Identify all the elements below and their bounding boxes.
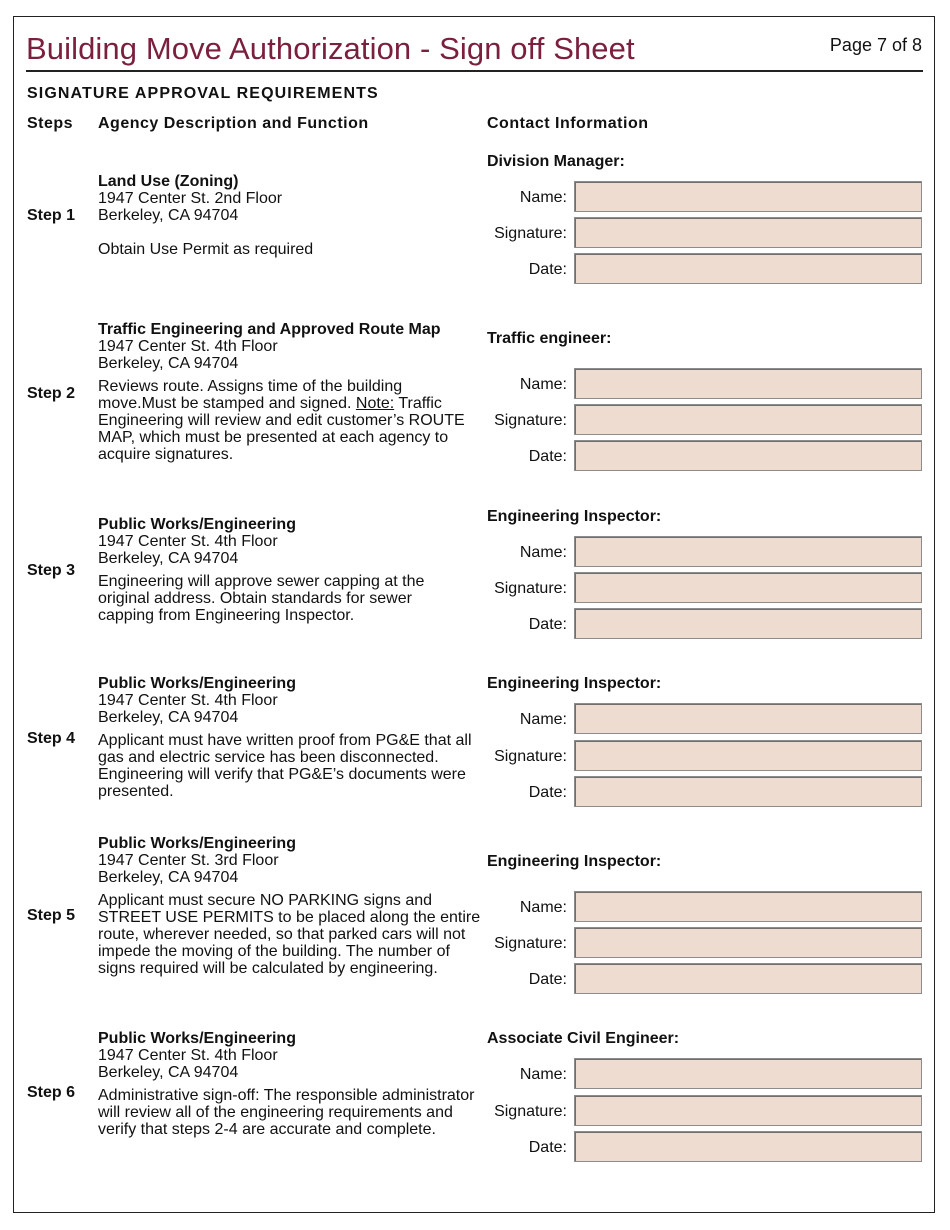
signature-row: [480, 1095, 925, 1128]
name-row: [480, 891, 925, 924]
date-label: Date:: [528, 261, 567, 278]
contact-title: Engineering Inspector:: [487, 853, 662, 870]
signature-input[interactable]: [574, 217, 922, 248]
name-input[interactable]: [574, 1058, 922, 1089]
signature-input[interactable]: [574, 1095, 922, 1126]
agency-info: [98, 1030, 490, 1138]
agency-address-line2: Berkeley, CA 94704: [98, 355, 239, 372]
name-row: [480, 1058, 925, 1091]
contact-title: Associate Civil Engineer:: [487, 1030, 680, 1047]
agency-address-line2: Berkeley, CA 94704: [98, 869, 239, 886]
description-text-continued: Traffic Engineering will review and edit customer’s ROUTE MAP, which must be presented at each agency to acquire signatures.: [98, 395, 465, 463]
date-input[interactable]: [574, 963, 922, 994]
date-label: Date:: [528, 448, 567, 465]
signature-row: [480, 572, 925, 605]
signature-label: Signature:: [494, 412, 567, 429]
signature-input[interactable]: [574, 740, 922, 771]
agency-name: Land Use (Zoning): [98, 173, 239, 190]
date-input[interactable]: [574, 1131, 922, 1162]
step-label: Step 2: [27, 385, 76, 402]
agency-description: Engineering will approve sewer capping at the original address. Obtain standards for sewer capping from Engineering Inspector.: [98, 573, 425, 624]
agency-description: Applicant must secure NO PARKING signs and STREET USE PERMITS to be placed along the entire route, wherever needed, so that parked cars will not impede the moving of the building. The number of signs required will be calculated by engineering.: [98, 892, 481, 977]
signature-input[interactable]: [574, 572, 922, 603]
date-input[interactable]: [574, 776, 922, 807]
signature-label: Signature:: [494, 935, 567, 952]
agency-address-line2: Berkeley, CA 94704: [98, 709, 239, 726]
date-row: [480, 440, 925, 473]
date-input[interactable]: [574, 608, 922, 639]
date-label: Date:: [528, 1139, 567, 1156]
date-row: [480, 608, 925, 641]
signature-label: Signature:: [494, 225, 567, 242]
name-row: [480, 703, 925, 736]
agency-name: Public Works/Engineering: [98, 516, 296, 533]
title-divider: [26, 70, 923, 72]
signature-label: Signature:: [494, 580, 567, 597]
name-label: Name:: [519, 711, 567, 728]
contact-title: Traffic engineer:: [487, 330, 612, 347]
contact-title: Engineering Inspector:: [487, 508, 662, 525]
agency-name: Traffic Engineering and Approved Route Map: [98, 321, 441, 338]
agency-address-line1: 1947 Center St. 4th Floor: [98, 533, 278, 550]
name-label: Name:: [519, 899, 567, 916]
name-label: Name:: [519, 189, 567, 206]
date-row: [480, 1131, 925, 1164]
agency-address-line2: Berkeley, CA 94704: [98, 207, 239, 224]
contact-title: Division Manager:: [487, 153, 625, 170]
agency-description: Applicant must have written proof from PG&E that all gas and electric service has been disconnected. Engineering will verify that PG&E’s documents were presented.: [98, 732, 472, 800]
signature-row: [480, 740, 925, 773]
agency-info: [98, 516, 458, 624]
date-row: [480, 776, 925, 809]
step-label: Step 3: [27, 562, 76, 579]
agency-info: [98, 675, 490, 800]
date-input[interactable]: [574, 440, 922, 471]
signature-label: Signature:: [494, 748, 567, 765]
name-input[interactable]: [574, 703, 922, 734]
agency-address-line2: Berkeley, CA 94704: [98, 550, 239, 567]
date-input[interactable]: [574, 253, 922, 284]
page-title: Building Move Authorization - Sign off Sheet: [26, 31, 635, 66]
name-row: [480, 368, 925, 401]
agency-name: Public Works/Engineering: [98, 835, 296, 852]
signature-row: [480, 927, 925, 960]
date-label: Date:: [528, 616, 567, 633]
step-label: Step 4: [27, 730, 76, 747]
column-header-steps: Steps: [27, 115, 74, 132]
name-row: [480, 536, 925, 569]
name-input[interactable]: [574, 181, 922, 212]
agency-description: Obtain Use Permit as required: [98, 241, 314, 258]
step-label: Step 5: [27, 907, 76, 924]
section-heading: SIGNATURE APPROVAL REQUIREMENTS: [27, 85, 379, 102]
name-label: Name:: [519, 376, 567, 393]
signature-input[interactable]: [574, 927, 922, 958]
date-label: Date:: [528, 784, 567, 801]
agency-address-line1: 1947 Center St. 4th Floor: [98, 1047, 278, 1064]
agency-address-line1: 1947 Center St. 2nd Floor: [98, 190, 283, 207]
description-text: Reviews route. Assigns time of the building move.Must be stamped and signed.: [98, 378, 403, 412]
agency-name: Public Works/Engineering: [98, 675, 296, 692]
date-row: [480, 253, 925, 286]
date-row: [480, 963, 925, 996]
agency-description: Administrative sign-off: The responsible administrator will review all of the engineering requirements and verify that steps 2-4 are accurate and complete.: [98, 1087, 475, 1138]
step-label: Step 6: [27, 1084, 76, 1101]
signature-row: [480, 404, 925, 437]
column-header-agency: Agency Description and Function: [98, 115, 369, 132]
name-input[interactable]: [574, 891, 922, 922]
name-label: Name:: [519, 544, 567, 561]
column-header-contact: Contact Information: [487, 115, 649, 132]
date-label: Date:: [528, 971, 567, 988]
name-row: [480, 181, 925, 214]
step-label: Step 1: [27, 207, 76, 224]
agency-info: [98, 835, 488, 977]
signature-label: Signature:: [494, 1103, 567, 1120]
name-label: Name:: [519, 1066, 567, 1083]
agency-address-line2: Berkeley, CA 94704: [98, 1064, 239, 1081]
agency-address-line1: 1947 Center St. 4th Floor: [98, 692, 278, 709]
agency-name: Public Works/Engineering: [98, 1030, 296, 1047]
agency-address-line1: 1947 Center St. 3rd Floor: [98, 852, 279, 869]
name-input[interactable]: [574, 368, 922, 399]
agency-address-line1: 1947 Center St. 4th Floor: [98, 338, 278, 355]
signature-input[interactable]: [574, 404, 922, 435]
agency-info: [98, 173, 498, 258]
name-input[interactable]: [574, 536, 922, 567]
agency-description: [98, 378, 478, 463]
signature-row: [480, 217, 925, 250]
contact-title: Engineering Inspector:: [487, 675, 662, 692]
note-label: Note:: [355, 395, 395, 412]
page-indicator: Page 7 of 8: [829, 35, 922, 55]
agency-info: [98, 321, 478, 463]
